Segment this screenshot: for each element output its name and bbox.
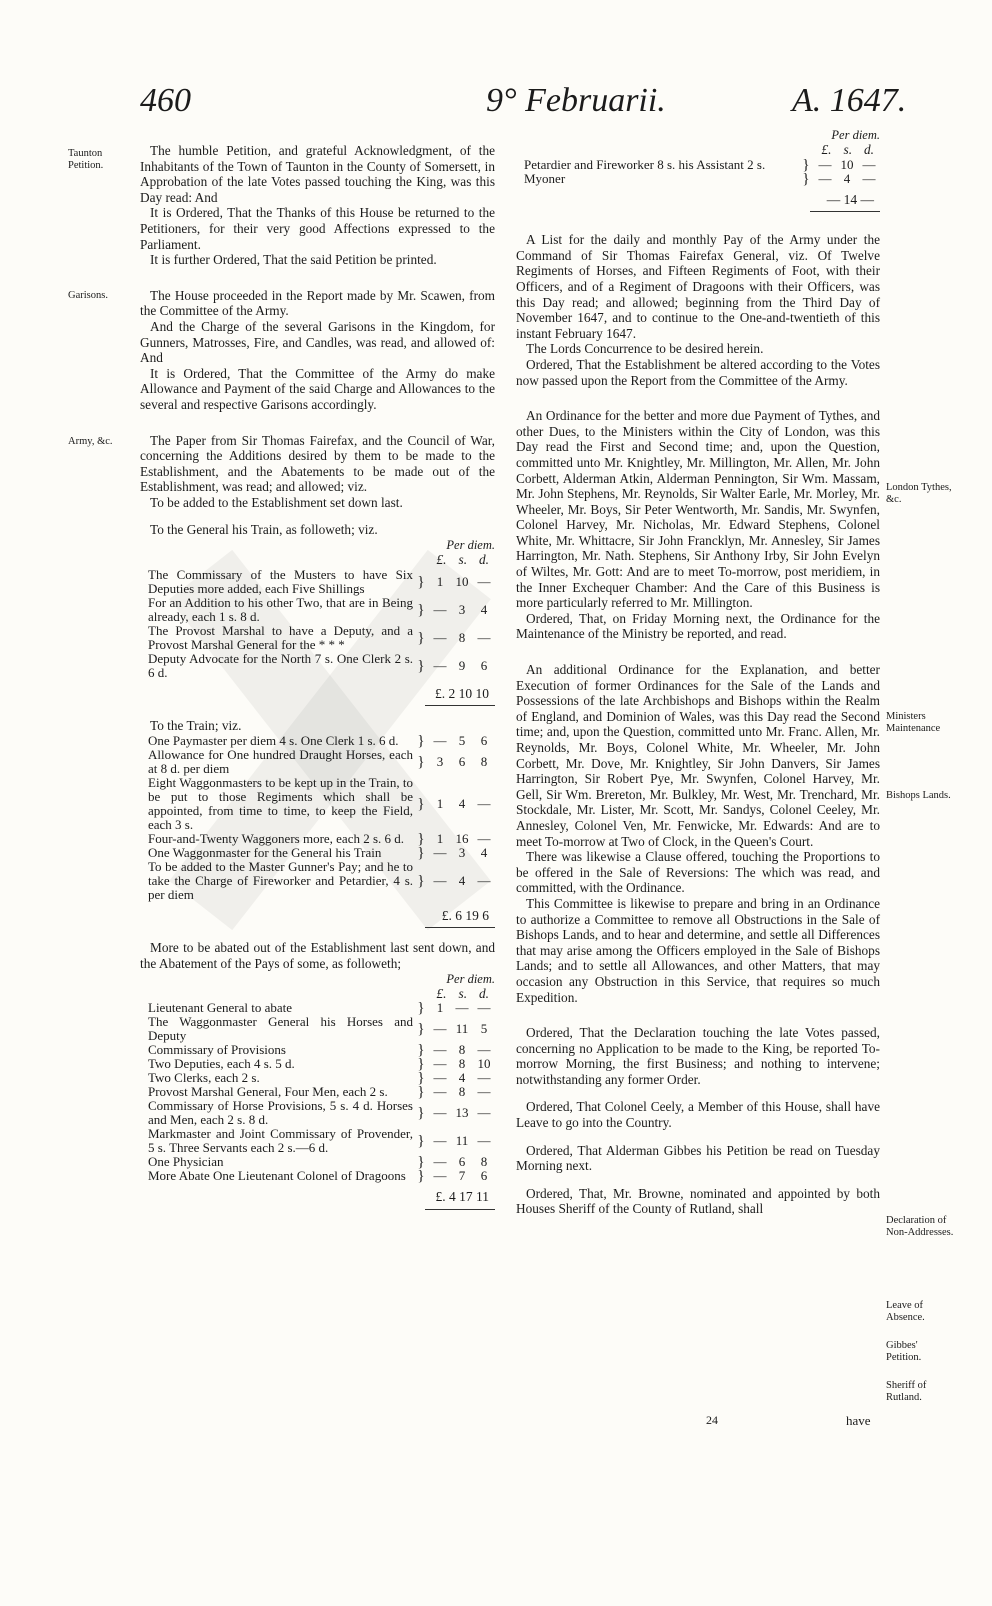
amount-cell: 4 [843, 170, 851, 186]
paragraph: A List for the daily and monthly Pay of the Army under the Command of Sir Thomas Fairefax General, viz. Of Twelve Regiments of Horses, and Fifteen Regiments of Foot, with their Officers, and of a Regiment of Dragoons with their Officers, was this Day read; and allowed; beginning from the Third Day of November 1647, and to continue to the One-and-twentieth of this instant February 1647. [516, 232, 880, 341]
ledger-label: Markmaster and Joint Commissary of Provender, 5 s. Three Servants each 2 s.—6 d. [148, 1126, 413, 1156]
amount-cell: 8 [458, 1056, 466, 1072]
amount-cell: 6 [458, 1154, 466, 1170]
ledger-row [516, 172, 880, 186]
amount-cell: 8 [480, 753, 488, 769]
left-column [140, 143, 495, 1210]
brace-mark: } [417, 830, 425, 847]
ledger-row [140, 1127, 495, 1155]
total-rule [425, 1209, 495, 1210]
amount-cell: — [477, 1133, 491, 1149]
paragraph: The Lords Concurrence to be desired herein. [526, 341, 764, 357]
subtotal: £. 4 17 11 [435, 1189, 489, 1205]
amount-cell: 4 [458, 872, 466, 888]
brace-mark: } [417, 1000, 425, 1017]
ledger-label: Provost Marshal General, Four Men, each 2 s. [148, 1084, 388, 1100]
amount-cell: — [433, 601, 447, 617]
amount-cell: 3 [458, 844, 466, 860]
margin-note: Declaration of Non-Addresses. [886, 1215, 954, 1238]
amount-cell: — [433, 1154, 447, 1170]
amount-cell: — [433, 1084, 447, 1100]
amount-cell: 7 [458, 1168, 466, 1184]
amount-cell: — [477, 1105, 491, 1121]
brace-mark: } [802, 156, 810, 173]
amount-cell: — [433, 1056, 447, 1072]
amount-cell: 5 [458, 732, 466, 748]
margin-note: Ministers Maintenance [886, 711, 941, 734]
paragraph: Ordered, That, Mr. Browne, nominated and appointed by both Houses Sheriff of the County of Rutland, shall [516, 1185, 880, 1217]
ledger-row [140, 1043, 495, 1057]
amount-cell: — [862, 156, 876, 172]
ledger-row [140, 652, 495, 680]
subtotal: £. 6 19 6 [441, 907, 489, 923]
brace-mark: } [417, 1105, 425, 1122]
amount-cell: — [433, 1070, 447, 1086]
paragraph: It is further Ordered, That the said Petition be printed. [150, 252, 437, 268]
amount-cell: 6 [480, 732, 488, 748]
ledger-label: One Physician [148, 1154, 224, 1170]
per-diem-heading: Per diem. [446, 971, 495, 986]
amount-cell: — [477, 629, 491, 645]
brace-mark: } [417, 872, 425, 889]
brace-mark: } [802, 170, 810, 187]
paragraph: And the Charge of the several Garisons in the Kingdom, for Gunners, Matrosses, Fire, and Candles, was read, and allowed of: And [140, 318, 495, 366]
ledger-row [140, 1071, 495, 1085]
page-header [0, 82, 992, 128]
amount-cell: — [433, 872, 447, 888]
amount-cell: — [477, 1070, 491, 1086]
brace-mark: } [417, 573, 425, 590]
ledger-label: The Waggonmaster General his Horses and Deputy [148, 1014, 413, 1044]
amount-cell: — [477, 1000, 491, 1016]
amount-cell: 4 [480, 601, 488, 617]
train-table [140, 734, 495, 902]
paragraph: It is Ordered, That the Thanks of this House be returned to the Petitioners, for their very good Affections expressed to the Parliament. [140, 205, 495, 252]
amount-cell: 4 [480, 844, 488, 860]
paragraph: It is Ordered, That the Committee of the Army do make Allowance and Payment of the said Charge and Allowances to the several and respective Garisons accordingly. [140, 365, 495, 412]
amount-cell: 4 [458, 1070, 466, 1086]
amount-cell: — [433, 1168, 447, 1184]
ledger-row [140, 1001, 495, 1015]
paragraph: Ordered, That the Establishment be altered according to the Votes now passed upon the Report from the Committee of the Army. [516, 356, 880, 388]
brace-mark: } [417, 732, 425, 749]
paragraph: More to be abated out of the Establishment last sent down, and the Abatement of the Pays of some, as followeth; [140, 940, 495, 972]
amount-cell: — [477, 573, 491, 589]
ledger-row [140, 568, 495, 596]
amount-cell: — [433, 732, 447, 748]
brace-mark: } [417, 1168, 425, 1185]
brace-mark: } [417, 844, 425, 861]
amount-cell: — [477, 795, 491, 811]
ledger-label: Myoner [524, 170, 566, 186]
paragraph: Ordered, That the Declaration touching the late Votes passed, concerning no Application to be made to the King, be reported To-morrow Morning, the first Business; and nothing to intervene; notwithstanding any former Order. [516, 1025, 880, 1087]
ledger-label: For an Addition to his other Two, that are in Being already, each 1 s. 8 d. [148, 594, 413, 624]
ledger-label: The Commissary of the Musters to have Six Deputies more added, each Five Shillings [148, 566, 413, 596]
ledger-label: To be added to the Master Gunner's Pay; and he to take the Charge of Fireworker and Petardier, 4 s. per diem [148, 858, 413, 902]
ledger-row [140, 860, 495, 902]
brace-mark: } [417, 795, 425, 812]
amount-cell: 8 [458, 629, 466, 645]
ledger-label: Allowance for One hundred Draught Horses, each at 8 d. per diem [148, 746, 413, 776]
page-number: 460 [140, 82, 191, 119]
amount-cell: 8 [480, 1154, 488, 1170]
paragraph: Ordered, That Alderman Gibbes his Petition be read on Tuesday Morning next. [516, 1142, 880, 1174]
amount-cell: — [433, 1133, 447, 1149]
amount-cell: 1 [436, 573, 444, 589]
amount-cell: — [455, 1000, 469, 1016]
ledger-label: Lieutenant General to abate [148, 1000, 293, 1016]
amount-cell: 4 [458, 795, 466, 811]
section-heading: To the Train; viz. [150, 718, 242, 734]
brace-mark: } [417, 753, 425, 770]
paragraph: Ordered, That, on Friday Morning next, the Ordinance for the Maintenance of the Ministry be reported, and read. [516, 610, 880, 642]
amount-cell: — [433, 657, 447, 673]
ledger-label: More Abate One Lieutenant Colonel of Dragoons [148, 1168, 406, 1184]
ledger-row [140, 776, 495, 832]
paragraph: This Committee is likewise to prepare and bring in an Ordinance to authorize a Committee to remove all Obstructions in the Sale of Bishops Lands, and to hear and determine, and settle all Differences that may arise among the Officers employed in the Sale of Bishops Lands; and to settle all Allowances, and other Matters, that may occasion any Obstruction in this Service, that requires so much Expedition. [516, 895, 880, 1005]
ledger-label: Commissary of Horse Provisions, 5 s. 4 d. Horses and Men, each 2 s. 8 d. [148, 1098, 413, 1128]
paragraph: An Ordinance for the better and more due Payment of Tythes, and other Dues, to the Ministers within the City of London, was this Day read the First and Second time; and, upon the Question, committed unto Mr. Knightley, Mr. Millington, Mr. Allen, Mr. John Corbett, Alderman Atkin, Alderman Pennington, Sir Wm. Massam, Mr. John Stephens, Mr. Reynolds, Sir Walter Earle, Mr. Morley, Mr. Wheeler, Mr. Boys, Sir Peter Wentworth, Mr. Sandis, Mr. Swynfen, Colonel Harvey, Mr. Nicholas, Mr. Edward Stephens, Colonel White, Mr. Whittacre, Sir John Francklyn, Mr. Annesley, Sir James Harrington, Mr. Nath. Stephens, Sir Anthony Irby, Sir John Evelyn of Wiltes, Mr. Gott: And are to meet To-morrow, post meridiem, in the Inner Exchequer Chamber: And the Care of this Business is more particularly referred to Mr. Millington. [516, 408, 880, 611]
paragraph: An additional Ordinance for the Explanation, and better Execution of former Ordinances for the Sale of the Lands and Possessions of the late Archbishops and Bishops within the Realm of England, and Dominion of Wales, was this Day read the Second time; and, upon the Question, committed unto Mr. Franc. Allen, Mr. Reynolds, Mr. Boys, Colonel White, Mr. Wheeler, Mr. John Corbett, Mr. Dove, Mr. Knightley, Sir John Danvers, Sir James Harrington, Sir Robert Pye, Mr. Swynfen, Colonel Harvey, Mr. Gell, Sir Wm. Brereton, Mr. Bulkley, Mr. West, Mr. Trenchard, Mr. Stockdale, Mr. Lister, Mr. Scott, Mr. Sandys, Colonel Ceeley, Mr. Annesley, Colonel Ven, Mr. Fenwicke, Mr. Edwards: And are to meet To-morrow at Two of Clock, in the Queen's Court. [516, 662, 880, 849]
brace-mark: } [417, 1042, 425, 1059]
margin-note: Sheriff of Rutland. [886, 1380, 927, 1403]
brace-mark: } [417, 1021, 425, 1038]
amount-cell: 3 [458, 601, 466, 617]
ledger-row [140, 846, 495, 860]
amount-cell: — [433, 1021, 447, 1037]
ledger-row [140, 748, 495, 776]
amount-cell: — [477, 830, 491, 846]
amount-cell: 6 [480, 657, 488, 673]
paragraph: The House proceeded in the Report made by Mr. Scawen, from the Committee of the Army. [140, 287, 495, 319]
ledger-label: Two Clerks, each 2 s. [148, 1070, 260, 1086]
paragraph: There was likewise a Clause offered, touching the Proportions to be offered in the Sale of Reversions: The which was read, and committed, with the Ordinance. [516, 849, 880, 896]
paragraph: To be added to the Establishment set down last. [150, 494, 403, 510]
ledger-label: One Waggonmaster for the General his Train [148, 844, 382, 860]
catchword: have [846, 1413, 871, 1428]
ledger-row [516, 158, 880, 172]
amount-cell: 9 [458, 657, 466, 673]
section-heading: To the General his Train, as followeth; viz. [150, 522, 378, 538]
amount-cell: 10 [477, 1056, 491, 1072]
per-diem-heading: Per diem. [831, 128, 880, 142]
amount-cell: — [477, 1042, 491, 1058]
right-column [516, 128, 880, 1217]
brace-mark: } [417, 601, 425, 618]
ledger-row [140, 1155, 495, 1169]
amount-cell: 8 [458, 1084, 466, 1100]
ledger-row [140, 1085, 495, 1099]
currency-units: £. s. d. [436, 552, 489, 568]
ledger-label: Petardier and Fireworker 8 s. his Assistant 2 s. [524, 156, 766, 172]
brace-mark: } [417, 1084, 425, 1101]
amount-cell: — [477, 872, 491, 888]
currency-units: £. s. d. [821, 142, 874, 157]
amount-cell: 13 [455, 1105, 469, 1121]
amount-cell: — [433, 1042, 447, 1058]
paragraph: The humble Petition, and grateful Acknowledgment, of the Inhabitants of the Town of Taunton in the County of Somersett, in Approbation of the late Votes passed touching the King, was this Day read: And [140, 143, 495, 205]
amount-cell: 10 [840, 156, 854, 172]
amount-cell: — [477, 1084, 491, 1100]
amount-cell: 11 [455, 1133, 469, 1149]
brace-mark: } [417, 657, 425, 674]
total-rule [810, 211, 880, 212]
margin-note: London Tythes, &c. [886, 482, 952, 505]
ledger-row [140, 1057, 495, 1071]
margin-note: Gibbes' Petition. [886, 1340, 922, 1363]
brace-mark: } [417, 1133, 425, 1150]
amount-cell: 1 [436, 795, 444, 811]
amount-cell: 6 [480, 1168, 488, 1184]
margin-note: Garisons. [68, 290, 108, 301]
total-rule [425, 705, 495, 706]
amount-cell: — [818, 170, 832, 186]
subtotal: £. 2 10 10 [435, 685, 489, 701]
ledger-label: One Paymaster per diem 4 s. One Clerk 1 s. 6 d. [148, 732, 399, 748]
amount-cell: 3 [436, 753, 444, 769]
ledger-label: Four-and-Twenty Waggoners more, each 2 s. 6 d. [148, 830, 405, 846]
ledger-label: Eight Waggonmasters to be kept up in the Train, to be put to those Regiments which shall be appointed, from time to time, to keep the Field, each 3 s. [148, 774, 413, 832]
running-year: A. 1647. [792, 82, 907, 119]
paragraph: The Paper from Sir Thomas Fairefax, and the Council of War, concerning the Additions desired by them to be made to the Establishment, and the Abatements to be made out of the Establishment, was read; and allowed; viz. [140, 432, 495, 495]
amount-cell: 10 [455, 573, 469, 589]
margin-note: Taunton Petition. [68, 148, 104, 171]
margin-note: Army, &c. [68, 436, 113, 447]
margin-note: Leave of Absence. [886, 1300, 925, 1323]
signature-mark: 24 [706, 1413, 718, 1427]
amount-cell: 16 [455, 830, 469, 846]
running-date: 9° Februarii. [486, 82, 666, 119]
brace-mark: } [417, 1070, 425, 1087]
general-train-table [140, 568, 495, 680]
currency-units: £. s. d. [436, 985, 489, 1001]
ledger-label: Two Deputies, each 4 s. 5 d. [148, 1056, 295, 1072]
brace-mark: } [417, 629, 425, 646]
amount-cell: 11 [455, 1021, 469, 1037]
amount-cell: — [433, 629, 447, 645]
paragraph: Ordered, That Colonel Ceely, a Member of this House, shall have Leave to go into the Country. [516, 1099, 880, 1131]
amount-cell: 1 [436, 830, 444, 846]
amount-cell: — [433, 1105, 447, 1121]
total-rule [425, 927, 495, 928]
ledger-row [140, 624, 495, 652]
margin-note: Bishops Lands. [886, 790, 951, 801]
abatement-table [140, 1001, 495, 1183]
amount-cell: — [862, 170, 876, 186]
brace-mark: } [417, 1154, 425, 1171]
amount-cell: 5 [480, 1021, 488, 1037]
brace-mark: } [417, 1056, 425, 1073]
per-diem-heading: Per diem. [446, 538, 495, 553]
amount-cell: 1 [436, 1000, 444, 1016]
ledger-row [140, 596, 495, 624]
ledger-row [140, 734, 495, 748]
amount-cell: — [818, 156, 832, 172]
ledger-label: Commissary of Provisions [148, 1042, 286, 1058]
ledger-row [140, 1169, 495, 1183]
ledger-row [140, 1099, 495, 1127]
ledger-label: Deputy Advocate for the North 7 s. One Clerk 2 s. 6 d. [148, 650, 413, 680]
ledger-row [140, 832, 495, 846]
artillery-table [516, 158, 880, 186]
ledger-label: The Provost Marshal to have a Deputy, and a Provost Marshal General for the * * * [148, 622, 413, 652]
amount-cell: — [433, 844, 447, 860]
subtotal: — 14 — [826, 191, 874, 207]
amount-cell: 6 [458, 753, 466, 769]
amount-cell: 8 [458, 1042, 466, 1058]
ledger-row [140, 1015, 495, 1043]
